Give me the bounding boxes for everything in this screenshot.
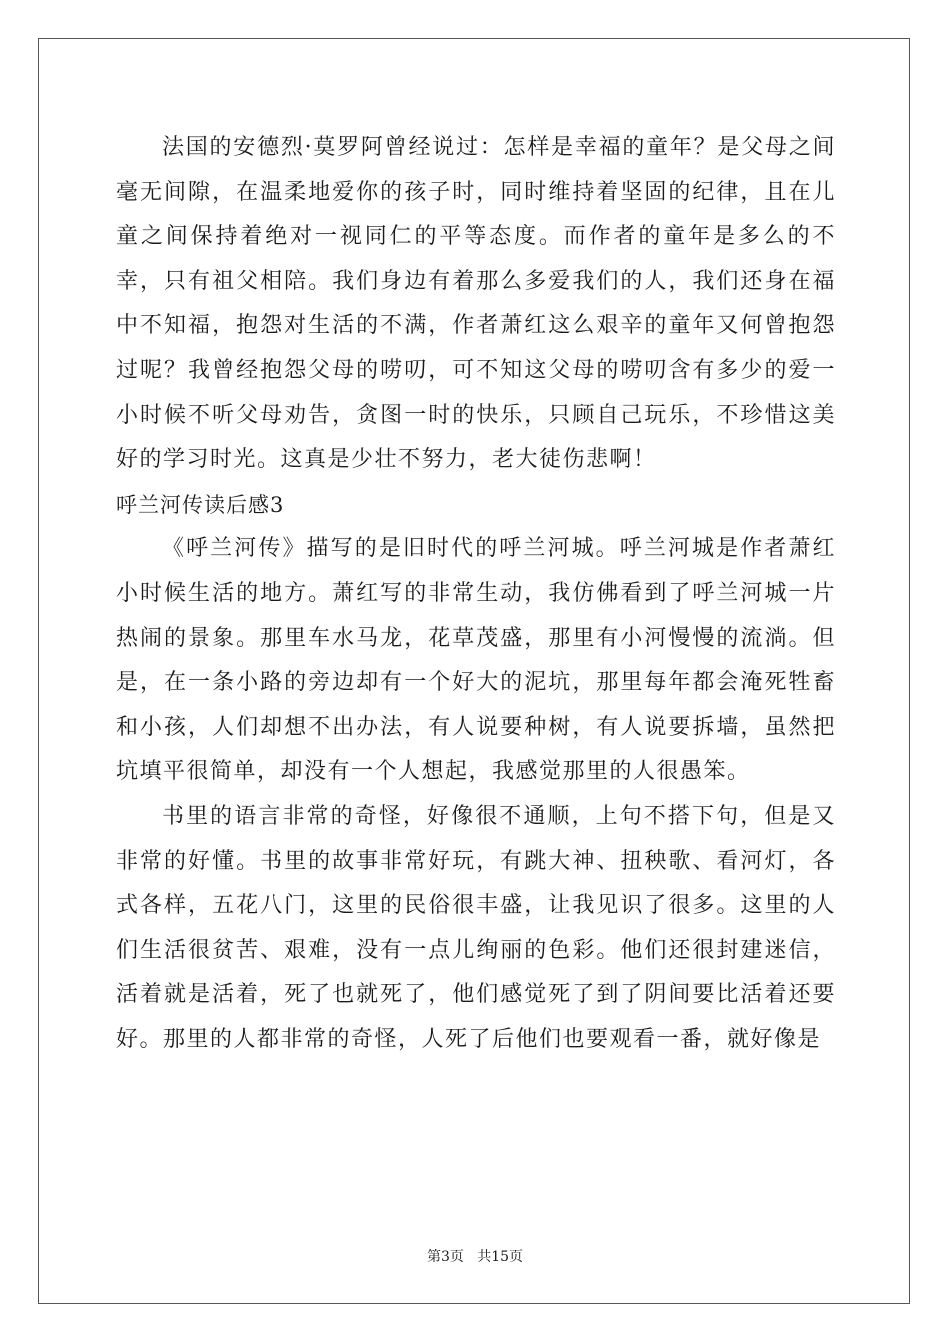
document-body [116,126,836,1062]
paragraph-hulan-river-city: 《呼兰河传》描写的是旧时代的呼兰河城。呼兰河城是作者萧红小时候生活的地方。萧红写的非常生动，我仿佛看到了呼兰河城一片热闹的景象。那里车水马龙，花草茂盛，那里有小河慢慢的流淌。但是，在一条小路的旁边却有一个好大的泥坑，那里每年都会淹死牲畜和小孩，人们却想不出办法，有人说要种树，有人说要拆墙，虽然把坑填平很简单，却没有一个人想起，我感觉那里的人很愚笨。 [116,536,836,785]
page-number-footer: 第3页 共15页 [426,1249,524,1265]
paragraph-andre-maurois-quote: 法国的安德烈·莫罗阿曾经说过：怎样是幸福的童年？是父母之间毫无间隙，在温柔地爱你的孩子时，同时维持着坚固的纪律，且在儿童之间保持着绝对一视同仁的平等态度。而作者的童年是多么的不幸，只有祖父相陪。我们身边有着那么多爱我们的人，我们还身在福中不知福，抱怨对生活的不满，作者萧红这么艰辛的童年又何曾抱怨过呢？我曾经抱怨父母的唠叨，可不知这父母的唠叨含有多少的爱一小时候不听父母劝告，贪图一时的快乐，只顾自己玩乐，不珍惜这美好的学习时光。这真是少壮不努力，老大徒伤悲啊！ [116,135,836,473]
paragraph-book-language: 书里的语言非常的奇怪，好像很不通顺，上句不搭下句，但是又非常的好懂。书里的故事非常好玩，有跳大神、扭秧歌、看河灯，各式各样，五花八门，这里的民俗很丰盛，让我见识了很多。这里的人们生活很贫苦、艰难，没有一点儿绚丽的色彩。他们还很封建迷信，活着就是活着，死了也就死了，他们感觉死了到了阴间要比活着还要好。那里的人都非常的奇怪，人死了后他们也要观看一番，就好像是 [116,803,836,1052]
section-heading: 呼兰河传读后感3 [116,492,285,517]
